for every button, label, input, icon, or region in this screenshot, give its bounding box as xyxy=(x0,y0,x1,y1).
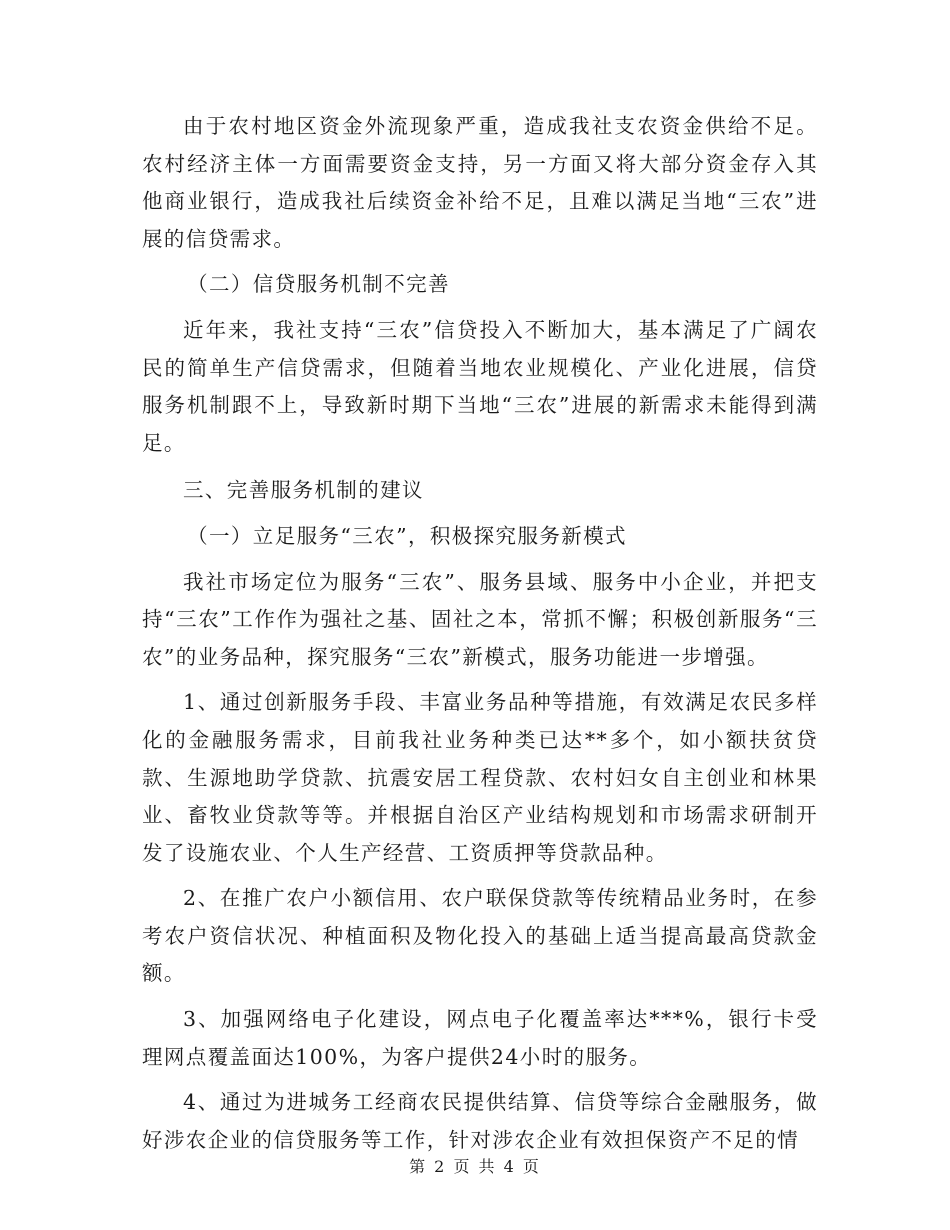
document-body xyxy=(142,108,818,1159)
paragraph: 近年来，我社支持“三农”信贷投入不断加大，基本满足了广阔农民的简单生产信贷需求，但随着当地农业规模化、产业化进展，信贷服务机制跟不上，导致新时期下当地“三农”进展的新需求未能得到满足。 xyxy=(142,317,818,455)
section-subheading: （二）信贷服务机制不完善 xyxy=(187,272,450,297)
paragraph: 1、通过创新服务手段、丰富业务品种等措施，有效满足农民多样化的金融服务需求，目前我社业务种类已达**多个，如小额扶贫贷款、生源地助学贷款、抗震安居工程贷款、农村妇女自主创业和林果业、畜牧业贷款等等。并根据自治区产业结构规划和市场需求研制开发了设施农业、个人生产经营、工资质押等贷款品种。 xyxy=(142,690,818,865)
paragraph: 4、通过为进城务工经商农民提供结算、信贷等综合金融服务，做好涉农企业的信贷服务等工作，针对涉农企业有效担保资产不足的情 xyxy=(142,1090,818,1152)
section-subheading: （一）立足服务“三农”，积极探究服务新模式 xyxy=(187,523,627,548)
paragraph: 2、在推广农户小额信用、农户联保贷款等传统精品业务时，在参考农户资信状况、种植面积及物化投入的基础上适当提高最高贷款金额。 xyxy=(142,886,818,986)
section-heading: 三、完善服务机制的建议 xyxy=(183,478,424,503)
paragraph: 由于农村地区资金外流现象严重，造成我社支农资金供给不足。农村经济主体一方面需要资金支持，另一方面又将大部分资金存入其他商业银行，造成我社后续资金补给不足，且难以满足当地“三农”进展的信贷需求。 xyxy=(142,114,818,251)
paragraph: 3、加强网络电子化建设，网点电子化覆盖率达***%，银行卡受理网点覆盖面达100%，为客户提供24小时的服务。 xyxy=(142,1007,818,1069)
page-number-footer: 第 2 页 共 4 页 xyxy=(409,1157,541,1176)
paragraph: 我社市场定位为服务“三农”、服务县域、服务中小企业，并把支持“三农”工作作为强社之基、固社之本，常抓不懈；积极创新服务“三农”的业务品种，探究服务“三农”新模式，服务功能进一步增强。 xyxy=(142,569,818,669)
